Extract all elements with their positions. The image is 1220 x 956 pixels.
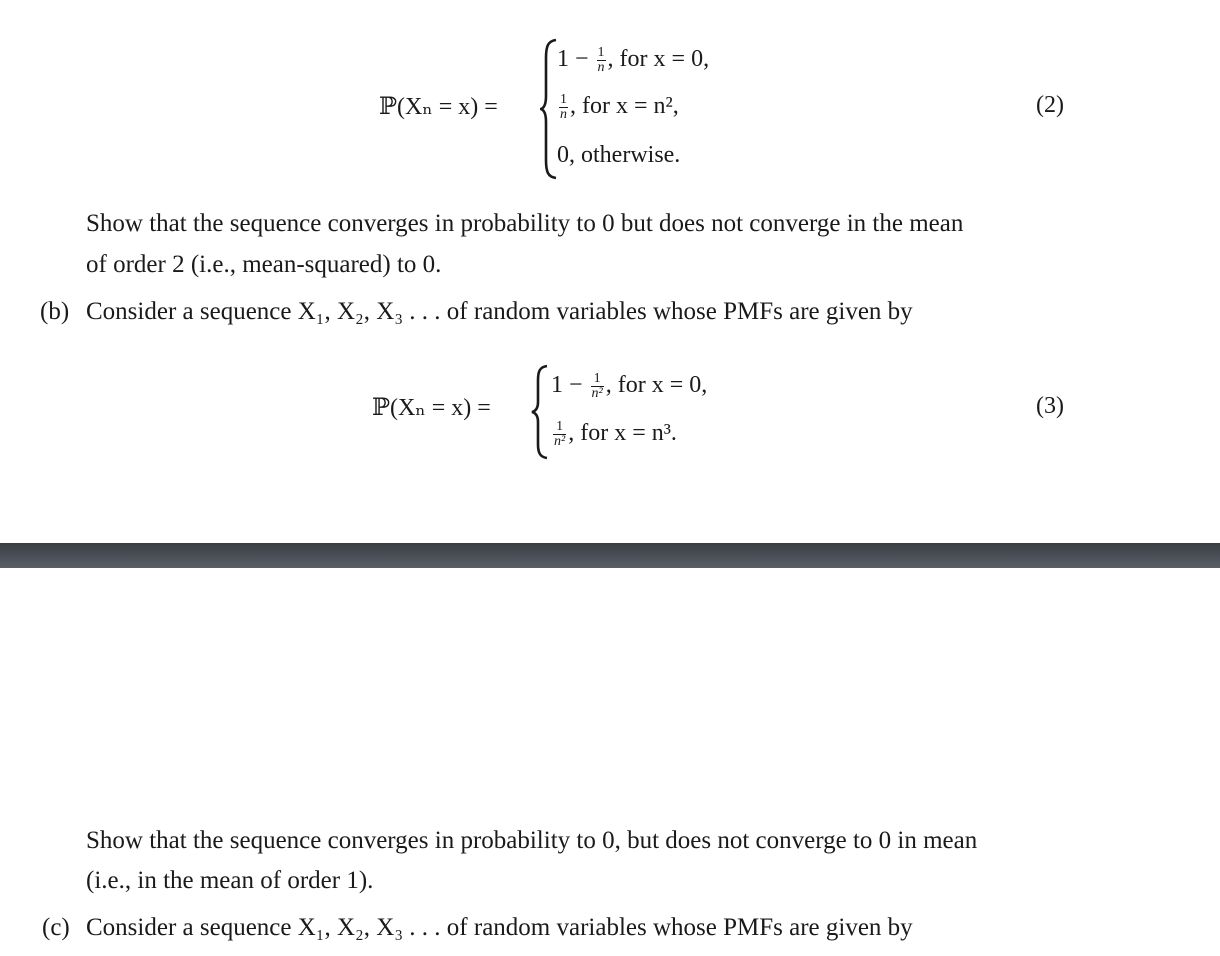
eq3-case1-pre: 1 −: [551, 372, 583, 399]
item-c-text: Consider a sequence X₁, X₂, X₃ . . . of random variables whose PMFs are given by: [86, 914, 913, 941]
eq2-case1-post: , for x = 0,: [607, 46, 710, 73]
eq2-case1-frac: [597, 46, 606, 75]
eq2-case2-frac: [559, 93, 568, 122]
eq3-case2-post: , for x = n³.: [568, 420, 677, 447]
eq2-case3: 0, otherwise.: [557, 142, 681, 168]
eq2-case2: [557, 93, 679, 122]
item-b-text: Consider a sequence X₁, X₂, X₃ . . . of random variables whose PMFs are given by: [86, 298, 913, 325]
eq2-case2-post: , for x = n²,: [570, 93, 679, 120]
eq3-case2: [551, 420, 677, 449]
item-b-label: (b): [40, 298, 70, 325]
eq2-case2-num: 1: [560, 92, 567, 107]
eq3-case2-den: n²: [554, 434, 566, 449]
eq3-case2-frac: [553, 420, 566, 449]
document-page-bottom: [0, 568, 1220, 956]
eq2-case1: [557, 46, 709, 75]
page-separator-bar: [0, 543, 1220, 568]
eq3-lhs: ℙ(Xₙ = x) =: [372, 395, 491, 421]
para-a-line1: Show that the sequence converges in probability to 0 but does not converge in the mean: [86, 210, 964, 237]
eq2-lhs: ℙ(Xₙ = x) =: [379, 94, 498, 120]
eq3-case1: [551, 372, 707, 401]
para-b-line1: Show that the sequence converges in probability to 0, but does not converge to 0 in mean: [86, 827, 978, 854]
para-b-line2: (i.e., in the mean of order 1).: [86, 867, 374, 894]
eq2-case1-num: 1: [597, 45, 605, 60]
eq2-case1-den: n: [597, 60, 605, 75]
eq3-case1-den: n²: [591, 386, 603, 401]
eq2-number: (2): [1036, 92, 1064, 118]
para-a-line2: of order 2 (i.e., mean-squared) to 0.: [86, 251, 442, 278]
item-c-label: (c): [42, 914, 70, 941]
eq3-case2-num: 1: [556, 419, 564, 434]
eq2-case2-den: n: [560, 107, 567, 122]
eq2-case1-pre: 1 −: [557, 46, 589, 73]
eq3-case1-num: 1: [593, 371, 601, 386]
eq2-left-brace: [540, 38, 558, 180]
eq3-number: (3): [1036, 393, 1064, 419]
eq3-case1-post: , for x = 0,: [605, 372, 708, 399]
eq3-case1-frac: [591, 372, 604, 401]
eq3-left-brace: [531, 364, 549, 460]
